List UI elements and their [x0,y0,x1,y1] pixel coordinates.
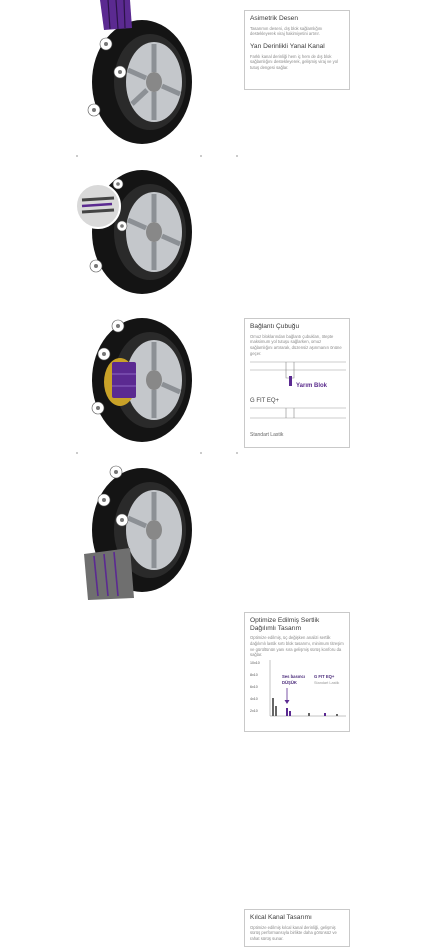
divider-dot [236,155,238,157]
feature-text: Omuz bloklarından bağlantı çubukları, ötepte maksimum yol tutuşu sağlarken, omuz sağlamlığını artırarak, düzensiz aşınmanın önüne geçer. [250,333,342,356]
series-bar-gfit [289,711,291,716]
feature-title: Optimize Edilmiş Sertlik Dağılımlı Tasarım [250,617,320,632]
tyre-image [70,300,200,450]
feature-card-sipe [244,909,350,947]
legend-low-line1: Ses basıncı [282,673,306,679]
y-tick-label: 4x10 [250,696,258,701]
feature-subtitle: Yan Derinlikli Yanal Kanal [250,42,325,50]
series-bar-gfit [286,708,288,716]
feature-text: Tasarımın deseni, dış blok sağlamlığını destekleyerek viraj hakimiyetini artırır. [250,25,323,37]
feature-card-asymmetric [244,10,350,90]
tyre-image [70,150,200,300]
noise-chart [250,658,346,720]
feature-text: Optimize edilmiş, üç değişken analizi sertlik dağılımlı lastik sırtı blok tasarımı, minimum titreşim ve gürültünün yanı sıra gelişmiş sürüş konforu da sağlar. [250,635,344,658]
half-block-label: Yarım Blok [296,383,328,390]
y-tick-label: 2x10 [250,708,258,713]
standard-label: Standart Lastik [250,432,284,439]
feature-row-tie-bar [0,150,424,439]
feature-title: Asimetrik Desen [250,15,299,22]
feature-row-asymmetric [0,0,424,150]
legend-gfit: G FIT EQ+ [314,673,335,679]
tyre-image [70,0,200,150]
legend-standard: Standart Lastik [314,680,340,685]
stiffness-zone-icon [112,362,136,398]
feature-title: Bağlantı Çubuğu [250,323,300,330]
divider-dot [200,155,202,157]
divider-dot [236,452,238,454]
divider-dot [200,452,202,454]
series-bar-standard [275,706,277,716]
feature-card-stiffness [244,612,350,732]
gfit-label: G FIT EQ+ [250,398,280,405]
tyre-image [70,450,200,600]
feature-text: Optimize edilmiş kılcal kanal derinliği, gelişmiş sürüş performansıyla birlikte daha görünsüz ve rahat sürüş sunar. [250,924,337,941]
feature-row-stiffness [0,300,424,713]
series-bar-standard [308,713,310,716]
y-tick-label: 8x10 [250,672,258,677]
y-tick-label: 6x10 [250,684,258,689]
y-tick-label: 10x10 [250,660,260,665]
series-bar-standard [336,714,338,716]
tread-zoom-icon [84,548,134,600]
series-bar-gfit [324,713,326,716]
feature-subtext: Farklı kanal derinliği hem iç hem de dış blok sağlamlığını destekleyerek, gelişmiş viraj ve yol tutuş dengesi sağlar. [250,53,338,70]
feature-title: Kılcal Kanal Tasarımı [250,914,312,921]
series-bar-standard [272,698,274,716]
legend-low-line2: DÜŞÜK [282,679,297,685]
